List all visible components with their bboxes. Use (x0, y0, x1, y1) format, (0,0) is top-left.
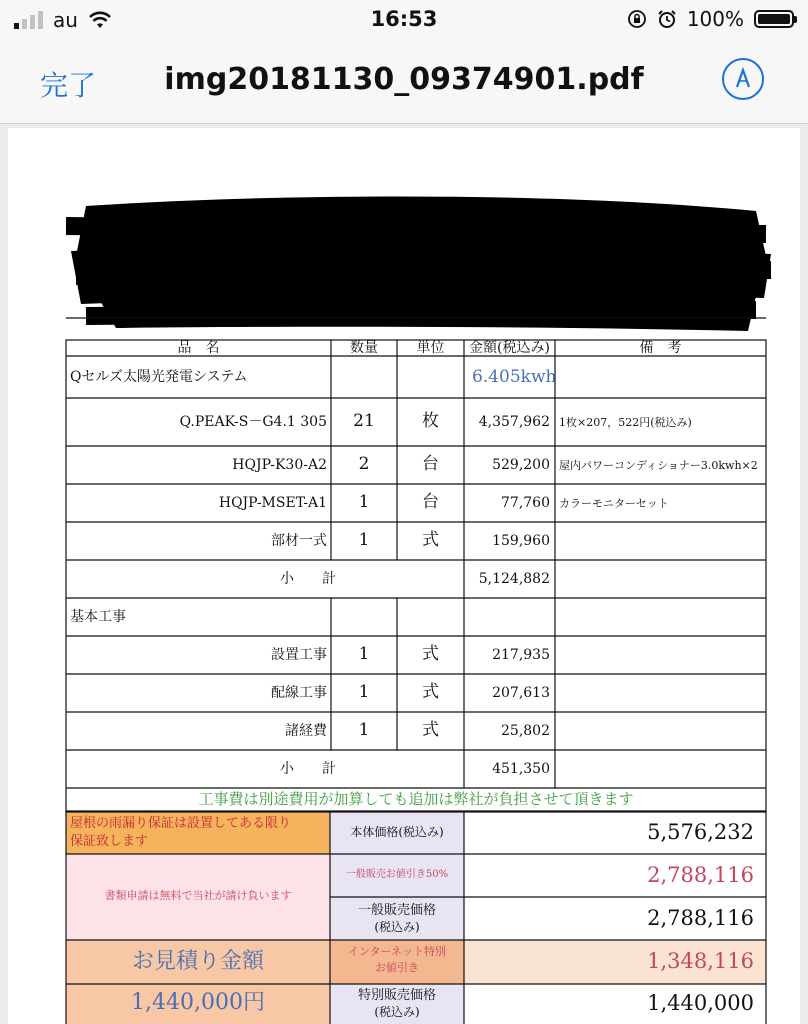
item-amount: 159,960 (492, 533, 550, 549)
item-unit: 式 (422, 530, 439, 550)
section-title: Qセルズ太陽光発電システム (70, 369, 248, 385)
work-unit: 式 (422, 682, 439, 702)
work-unit: 式 (422, 644, 439, 664)
item-unit: 台 (422, 454, 439, 474)
item-amount: 77,760 (501, 495, 550, 511)
item-name: HQJP-MSET-A1 (218, 495, 327, 511)
warranty-line-2: 保証致します (70, 834, 149, 849)
header-amount: 金額(税込み) (469, 340, 550, 356)
summary-value: 5,576,232 (647, 820, 754, 844)
work-unit: 式 (422, 720, 439, 740)
item-note: カラーモニターセット (559, 497, 669, 510)
item-amount: 529,200 (492, 457, 550, 473)
summary-label: 特別販売価格 (357, 988, 436, 1003)
item-name: HQJP-K30-A2 (232, 457, 327, 473)
battery-percent: 100% (686, 7, 744, 31)
status-right (627, 7, 794, 31)
pdf-page[interactable] (8, 128, 800, 1024)
header-unit: 単位 (416, 340, 445, 356)
item-qty: 1 (358, 530, 370, 550)
alarm-icon (657, 9, 677, 29)
document-title: img20181130_09374901.pdf (164, 62, 644, 97)
summary-label: 一般販売お値引き50% (345, 869, 449, 880)
summary-value: 2,788,116 (647, 863, 754, 887)
battery-icon (754, 10, 794, 28)
header-note: 備 考 (639, 340, 682, 356)
header-name: 品 名 (177, 340, 220, 356)
summary-label: 一般販売価格 (357, 903, 436, 918)
item-qty: 21 (353, 411, 375, 431)
nav-bar (0, 40, 808, 124)
item-qty: 2 (358, 454, 370, 474)
summary-label: お値引き (375, 961, 419, 974)
done-button[interactable]: 完了 (40, 69, 97, 102)
work-amount: 25,802 (501, 723, 550, 739)
system-capacity: 6.405kwh (472, 367, 557, 387)
work-qty: 1 (358, 682, 370, 702)
header-qty: 数量 (350, 340, 378, 356)
item-qty: 1 (358, 492, 370, 512)
summary-value: 1,440,000 (647, 991, 754, 1015)
item-note: 1枚×207，522円(税込み) (559, 416, 692, 429)
summary-value: 2,788,116 (647, 906, 754, 930)
summary-label: 本体価格(税込み) (350, 825, 444, 839)
summary-label: (税込み) (374, 1005, 420, 1019)
work-name: 配線工事 (271, 685, 327, 701)
status-bar (0, 0, 808, 40)
work-name: 設置工事 (271, 647, 327, 663)
subtotal-amount: 5,124,882 (478, 571, 550, 587)
estimate-value: 1,440,000円 (131, 990, 265, 1015)
summary-label: インターネット特別 (347, 945, 446, 958)
item-note: 屋内パワーコンディショナー3.0kwh×2 (559, 459, 758, 472)
notice-text: 工事費は別途費用が加算しても追加は弊社が負担させて頂きます (198, 790, 634, 808)
section-title: 基本工事 (70, 609, 126, 625)
application-note: 書類申請は無料で当社が請け負います (104, 889, 292, 902)
subtotal-amount: 451,350 (492, 761, 550, 777)
estimate-label: お見積り金額 (131, 949, 264, 974)
work-amount: 207,613 (492, 685, 550, 701)
summary-value: 1,348,116 (647, 949, 754, 973)
work-qty: 1 (358, 644, 370, 664)
work-amount: 217,935 (492, 647, 550, 663)
item-unit: 台 (422, 492, 439, 512)
summary-label: (税込み) (374, 920, 420, 934)
clock: 16:53 (370, 7, 438, 31)
carrier-label: au (53, 8, 78, 32)
markup-button[interactable] (722, 58, 764, 100)
orientation-lock-icon (627, 9, 647, 29)
item-unit: 枚 (422, 411, 439, 431)
subtotal-label: 小 計 (280, 761, 336, 777)
work-qty: 1 (358, 720, 370, 740)
subtotal-label: 小 計 (280, 571, 336, 587)
markup-pen-icon (724, 60, 762, 98)
item-name: 部材一式 (271, 533, 327, 549)
warranty-line-1: 屋根の雨漏り保証は設置してある限り (70, 816, 292, 831)
item-amount: 4,357,962 (478, 414, 550, 430)
work-name: 諸経費 (285, 723, 327, 739)
item-name: Q.PEAK-S－G4.1 305 (179, 414, 327, 430)
